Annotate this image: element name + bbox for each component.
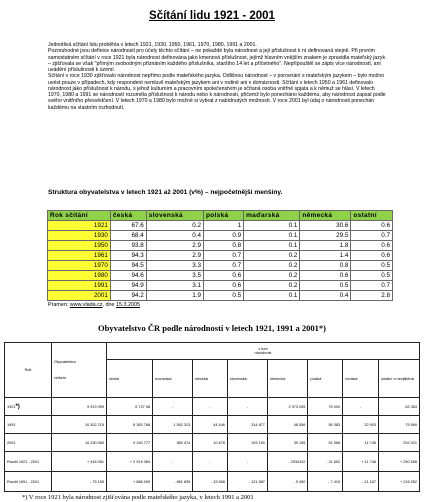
header-text: celkem <box>54 376 67 380</box>
value-cell: 0.5 <box>351 271 393 281</box>
value-cell: - 33 568 <box>193 472 228 492</box>
value-cell: 0.2 <box>146 221 203 231</box>
value-cell: - 2934102 <box>267 452 307 472</box>
structure-table <box>47 210 393 301</box>
header-cell <box>52 343 107 398</box>
value-cell: - <box>343 398 379 416</box>
header-cell: maďarská <box>244 211 300 221</box>
table-row <box>48 281 393 291</box>
header-cell: polská <box>204 211 244 221</box>
value-cell: 44 446 <box>193 416 228 434</box>
table-row <box>5 416 420 434</box>
value-cell: 0.9 <box>204 231 244 241</box>
table-row <box>5 452 420 472</box>
year-cell: 1961 <box>48 251 111 261</box>
value-cell: - <box>153 398 193 416</box>
table-row <box>48 241 393 251</box>
header-cell <box>107 343 420 360</box>
paragraph: Jednotlivá sčítání lidu proběhla v letech 1921, 1930, 1950, 1961, 1970, 1980, 1991 a 2001. <box>48 42 257 48</box>
year-cell: 1921 <box>48 221 111 231</box>
value-cell: 0.7 <box>351 231 393 241</box>
value-cell: - 75 155 <box>52 472 107 492</box>
value-cell: 1.8 <box>300 241 351 251</box>
value-cell: 0.7 <box>204 251 244 261</box>
header-cell: polská <box>308 360 343 398</box>
header-cell: ostatní a nezjištěná <box>379 360 420 398</box>
table-row <box>5 472 420 492</box>
value-cell: + 886 009 <box>107 472 153 492</box>
value-cell: 0.6 <box>351 251 393 261</box>
value-cell: 62 363 <box>379 398 420 416</box>
value-cell: 93.8 <box>110 241 146 251</box>
header-cell: slovenská <box>227 360 267 398</box>
value-cell: 67.6 <box>110 221 146 231</box>
value-cell: 0.4 <box>300 291 351 301</box>
year-cell <box>5 398 52 416</box>
value-cell: - 9 450 <box>267 472 307 492</box>
value-cell: + 2 519 369 <box>107 452 153 472</box>
table-row <box>48 221 393 231</box>
value-cell: 75 000 <box>308 398 343 416</box>
structure-heading: Struktura obyvatelstva v letech 1921 až 2001 (v%) – nejpočetnější menšiny. <box>48 189 283 196</box>
table-row <box>48 261 393 271</box>
value-cell: 0.5 <box>204 291 244 301</box>
value-cell: + 250 558 <box>379 452 420 472</box>
source-date-prefix: , dne <box>102 302 117 308</box>
value-cell: 0.1 <box>244 291 300 301</box>
header-cell: slovenská <box>146 211 203 221</box>
value-cell: - <box>193 398 228 416</box>
value-cell: - <box>227 452 267 472</box>
year-cell: 1930 <box>48 231 111 241</box>
year-cell: 1991 <box>5 416 52 434</box>
value-cell: + 216 952 <box>379 472 420 492</box>
value-cell: 10 302 215 <box>52 416 107 434</box>
value-cell: 0.5 <box>351 261 393 271</box>
value-cell: - 21 652 <box>308 452 343 472</box>
header-cell: moravská <box>153 360 193 398</box>
paragraph: Pozoruhodné jsou definice národnosti pro účely těchto sčítání – ne pokaždé byla národnost a její příslušnost k ní definovaná stejně. Při prvním samostatném sčítání v roce 1921 byla národnost definována jako kmenová příslušnost, jejímž hlavním vnějším znakem je zpravidla mateřský jazyk – zjišťovala se však "přímým svobodným přiznáním každého příslušníka, staršího 14 let a příčetného". Nepřípouštěl se zápis více národností, ani uvádění příslušnosti k území. <box>48 48 386 73</box>
year-cell: 2001 <box>48 291 111 301</box>
value-cell: 3.5 <box>146 271 203 281</box>
value-cell: 0.6 <box>204 281 244 291</box>
page-title: Sčítání lidu 1921 - 2001 <box>149 10 275 22</box>
header-cell: Rok <box>5 343 52 398</box>
value-cell: 0.7 <box>204 261 244 271</box>
source-prefix: Pramen: <box>48 302 70 308</box>
intro-text <box>48 42 388 111</box>
value-cell: 0.2 <box>244 251 300 261</box>
value-cell: 94.2 <box>110 291 146 301</box>
value-cell: 0.2 <box>244 271 300 281</box>
value-cell: 292 921 <box>379 434 420 452</box>
value-cell: 48 556 <box>267 416 307 434</box>
value-cell: 9 913 999 <box>52 398 107 416</box>
header-text: v tom <box>258 347 268 351</box>
year-cell: Rozdíl 1921 - 2001 <box>5 452 52 472</box>
value-cell: + 416 061 <box>52 452 107 472</box>
value-cell: 68.4 <box>110 231 146 241</box>
value-cell: 94.5 <box>110 261 146 271</box>
value-cell: 0.2 <box>244 261 300 271</box>
header-cell: německá <box>267 360 307 398</box>
value-cell: 75 969 <box>379 416 420 434</box>
table-row <box>48 291 393 301</box>
value-cell: 0.7 <box>351 281 393 291</box>
year-cell: 1991 <box>48 281 111 291</box>
value-cell: 0.6 <box>300 271 351 281</box>
table-row <box>48 251 393 261</box>
value-cell: 3.1 <box>146 281 203 291</box>
population-table <box>4 342 420 492</box>
value-cell: 10 230 060 <box>52 434 107 452</box>
header-cell: česká <box>107 360 153 398</box>
value-cell: 0.1 <box>244 241 300 251</box>
header-text: Obyvatelstvo <box>54 360 76 364</box>
value-cell: 39 106 <box>267 434 307 452</box>
table-row <box>48 231 393 241</box>
value-cell: 51 968 <box>308 434 343 452</box>
value-cell: 29.5 <box>300 231 351 241</box>
value-cell: 11 746 <box>343 434 379 452</box>
value-cell: 0.5 <box>300 281 351 291</box>
value-cell: - <box>227 398 267 416</box>
value-cell: 2.9 <box>146 241 203 251</box>
value-cell: 32 903 <box>343 416 379 434</box>
value-cell: 94.3 <box>110 251 146 261</box>
value-cell: 3.3 <box>146 261 203 271</box>
year-cell: 1970 <box>48 261 111 271</box>
value-cell: 0.1 <box>244 231 300 241</box>
value-cell: 0.6 <box>204 271 244 281</box>
value-cell: 94.6 <box>110 271 146 281</box>
year-cell: 1980 <box>48 271 111 281</box>
value-cell: 0.1 <box>244 221 300 231</box>
value-cell: - 7 415 <box>308 472 343 492</box>
footnote: *) V roce 1921 byla národnost zjišťována podle mateřského jazyka, v letech 1991 a 2001 <box>22 494 254 501</box>
source-link[interactable]: www.vlada.cz <box>69 302 103 308</box>
year-cell: Rozdíl 1991 - 2001 <box>5 472 52 492</box>
value-cell: 1.4 <box>300 251 351 261</box>
value-cell: 9 249 777 <box>107 434 153 452</box>
header-cell: ostatní <box>351 211 393 221</box>
header-cell: německá <box>300 211 351 221</box>
value-cell: 0.6 <box>351 221 393 231</box>
value-cell: - 981 839 <box>153 472 193 492</box>
value-cell: 0.8 <box>300 261 351 271</box>
year-label: 1921 <box>7 404 16 409</box>
header-cell: slezská <box>193 360 228 398</box>
value-cell: 0.4 <box>146 231 203 241</box>
table-header-row <box>5 343 420 360</box>
value-cell: 193 190 <box>227 434 267 452</box>
value-cell: - 21 157 <box>343 472 379 492</box>
year-cell: 1950 <box>48 241 111 251</box>
table-row <box>5 398 420 416</box>
header-text: národnost <box>254 351 272 355</box>
value-cell: 314 877 <box>227 416 267 434</box>
value-cell: - <box>153 452 193 472</box>
header-cell: romská <box>343 360 379 398</box>
value-cell: 0.2 <box>244 281 300 291</box>
year-cell: 2001 <box>5 434 52 452</box>
header-cell: Rok sčítání <box>48 211 111 221</box>
value-cell: - 121 687 <box>227 472 267 492</box>
value-cell: 94.9 <box>110 281 146 291</box>
value-cell: 1.9 <box>146 291 203 301</box>
value-cell: 2.9 <box>146 251 203 261</box>
paragraph: Sčítání v roce 1930 zjišťovalo národnost nepřímo podle mateřského jazyka. Odlišnou národnost – v porovnání s mateřským jazykem – bylo možno uvést pouze v případech, kdy respondent nemluvil mateřským jazykem ani v rodině ani v domácnosti. Sčítání v letech 1950 a 1961 definovalo národnost jako příslušnost k národu, s jehož kulturním a pracovním společenstvím je sčítaná osoba vnitřně spjata a k němuž se hlásí. V letech 1970, 1980 a 1991 se národností rozuměla příslušnost k národu nebo k národnosti, přičemž bylo ponecháno každému, aby národnost zapsal podle svého vnitřního přesvědčení. V letech 1970 a 1980 bylo možné si vybrat z nabídnutých možností. V roce 2001 byl údaj o národnosti ponechán každému na vlastním rozhodnutí. <box>48 73 386 111</box>
table-row <box>48 271 393 281</box>
value-cell: 8 363 768 <box>107 416 153 434</box>
source-line <box>48 302 140 308</box>
section-title: Obyvatelstvo ČR podle národností v letech 1921, 1991 a 2001*) <box>98 323 326 333</box>
value-cell: 1 <box>204 221 244 231</box>
value-cell: 0.8 <box>204 241 244 251</box>
table-row <box>5 434 420 452</box>
value-cell: 6 727 08 <box>107 398 153 416</box>
value-cell: 2.8 <box>351 291 393 301</box>
value-cell: 59 383 <box>308 416 343 434</box>
header-cell: česká <box>110 211 146 221</box>
source-date: 15.3.2005 <box>116 302 141 308</box>
footnote-mark: *) <box>15 403 20 410</box>
value-cell: + 11 746 <box>343 452 379 472</box>
value-cell: 1 362 313 <box>153 416 193 434</box>
value-cell: 30.6 <box>300 221 351 231</box>
value-cell: 10 878 <box>193 434 228 452</box>
value-cell: 380 474 <box>153 434 193 452</box>
value-cell: - <box>193 452 228 472</box>
value-cell: 0.6 <box>351 241 393 251</box>
value-cell: 2 973 205 <box>267 398 307 416</box>
table-header-row <box>48 211 393 221</box>
